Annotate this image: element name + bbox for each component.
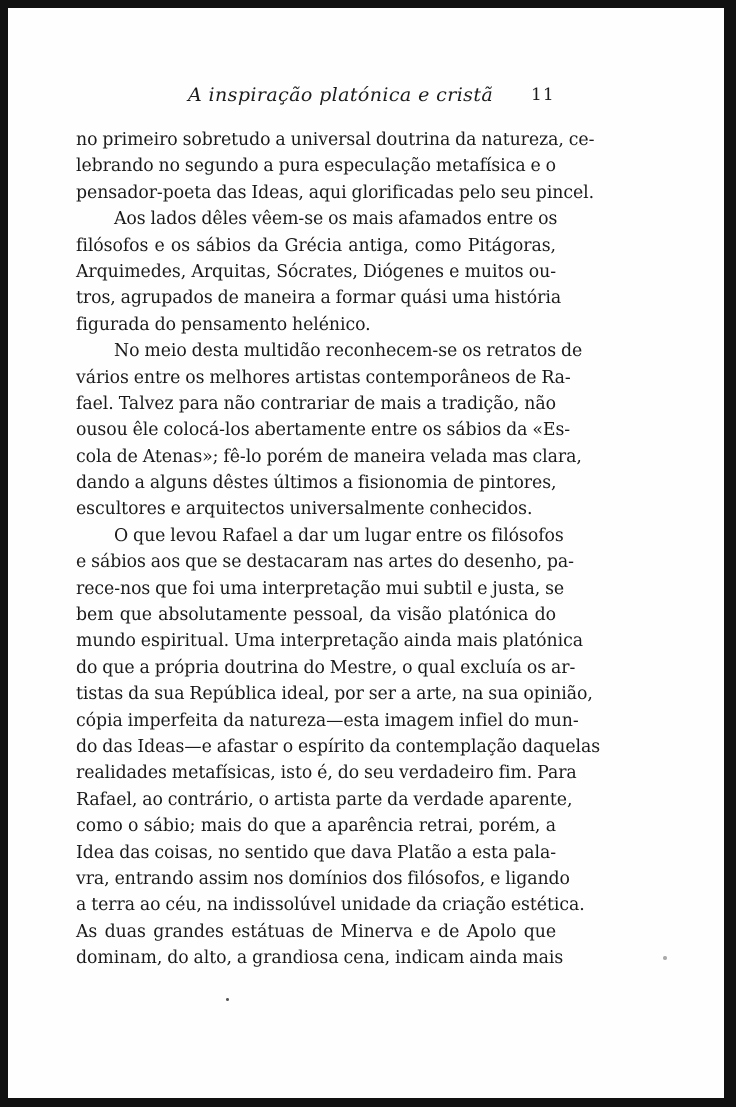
text-line: do das Ideas—e afastar o espírito da contemplação daquelas bbox=[76, 736, 601, 757]
text-line: lebrando no segundo a pura especulação metafísica e o bbox=[76, 156, 556, 177]
text-line: Arquimedes, Arquitas, Sócrates, Diógenes e muitos ou- bbox=[76, 261, 556, 282]
ink-speck bbox=[226, 998, 229, 1001]
text-line: do que a própria doutrina do Mestre, o qual excluía os ar- bbox=[76, 657, 576, 678]
text-line: Rafael, ao contrário, o artista parte da verdade aparente, bbox=[76, 789, 573, 810]
text-line: no primeiro sobretudo a universal doutrina da natureza, ce- bbox=[76, 130, 595, 150]
running-header bbox=[0, 84, 736, 112]
text-line: figurada do pensamento helénico. bbox=[76, 314, 371, 335]
text-line: vários entre os melhores artistas contemporâneos de Ra- bbox=[76, 367, 571, 388]
text-line: filósofos e os sábios da Grécia antiga, como Pitágoras, bbox=[76, 235, 556, 256]
text-line: escultores e arquitectos universalmente conhecidos. bbox=[76, 499, 533, 520]
text-line: bem que absolutamente pessoal, da visão platónica do bbox=[76, 605, 556, 626]
ink-speck bbox=[663, 956, 667, 960]
text-line: As duas grandes estátuas de Minerva e de Apolo que bbox=[76, 921, 556, 942]
text-line: tistas da sua República ideal, por ser a arte, na sua opinião, bbox=[76, 684, 593, 705]
running-title: A inspiração platónica e cristã bbox=[188, 84, 494, 106]
text-line: vra, entrando assim nos domínios dos filósofos, e ligando bbox=[76, 868, 570, 889]
text-line: pensador-poeta das Ideas, aqui glorificadas pelo seu pincel. bbox=[76, 182, 595, 203]
text-line: cópia imperfeita da natureza—esta imagem infiel do mun- bbox=[76, 710, 579, 731]
text-line: Aos lados dêles vêem-se os mais afamados entre os bbox=[114, 209, 558, 230]
text-line: a terra ao céu, na indissolúvel unidade da criação estética. bbox=[76, 895, 585, 916]
text-line: como o sábio; mais do que a aparência retrai, porém, a bbox=[76, 816, 556, 837]
text-line: fael. Talvez para não contrariar de mais a tradição, não bbox=[76, 393, 556, 414]
text-line: No meio desta multidão reconhecem-se os retratos de bbox=[114, 341, 583, 362]
text-line: e sábios aos que se destacaram nas artes do desenho, pa- bbox=[76, 552, 574, 573]
page-number: 11 bbox=[531, 85, 555, 105]
text-line: O que levou Rafael a dar um lugar entre os filósofos bbox=[114, 525, 564, 546]
text-line: realidades metafísicas, isto é, do seu verdadeiro fim. Para bbox=[76, 763, 577, 784]
body-text bbox=[76, 127, 601, 972]
text-line: dando a alguns dêstes últimos a fisionomia de pintores, bbox=[76, 473, 557, 494]
text-line: dominam, do alto, a grandiosa cena, indicam ainda mais bbox=[76, 948, 564, 969]
text-line: tros, agrupados de maneira a formar quási uma história bbox=[76, 288, 562, 309]
text-line: mundo espiritual. Uma interpretação ainda mais platónica bbox=[76, 631, 583, 652]
text-line: Idea das coisas, no sentido que dava Platão a esta pala- bbox=[76, 842, 556, 863]
text-line: rece-nos que foi uma interpretação mui subtil e justa, se bbox=[76, 578, 565, 599]
text-line: ousou êle colocá-los abertamente entre os sábios da «Es- bbox=[76, 420, 571, 441]
text-line: cola de Atenas»; fê-lo porém de maneira velada mas clara, bbox=[76, 446, 582, 467]
